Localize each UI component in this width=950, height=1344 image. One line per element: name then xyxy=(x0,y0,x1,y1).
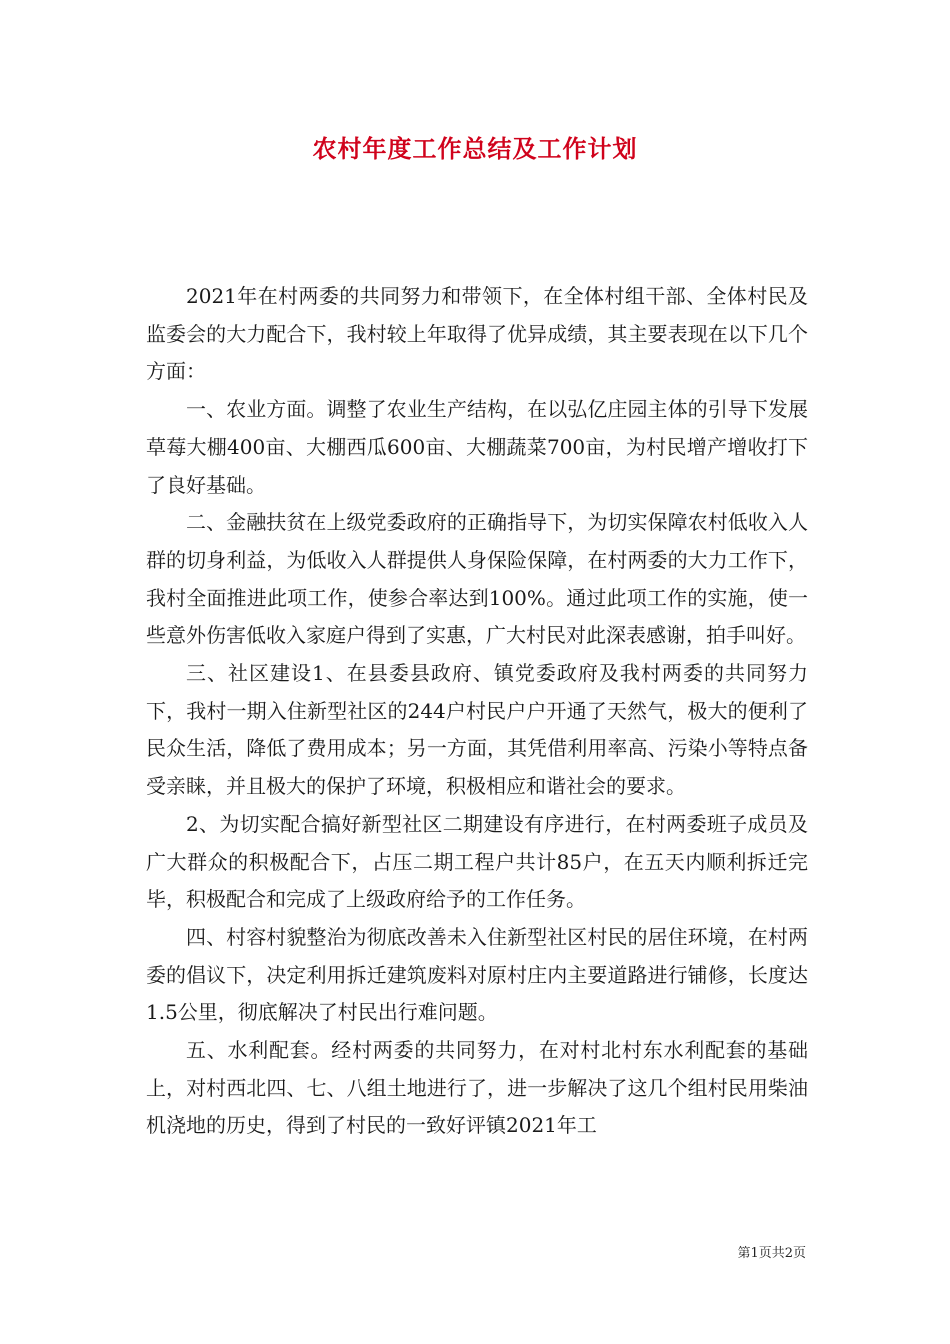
paragraph-village-appearance: 四、村容村貌整治为彻底改善未入住新型社区村民的居住环境，在村两委的倡议下，决定利用拆迁建筑废料对原村庄内主要道路进行铺修，长度达1.5公里，彻底解决了村民出行难问题。 xyxy=(146,924,808,1025)
document-title: 农村年度工作总结及工作计划 xyxy=(312,134,638,163)
document-body xyxy=(146,278,808,1145)
page-footer xyxy=(737,1246,806,1262)
paragraph-water: 五、水利配套。经村两委的共同努力，在对村北村东水利配套的基础上，对村西北四、七、八组土地进行了，进一步解决了这几个组村民用柴油机浇地的历史，得到了村民的一致好评镇2021年工 xyxy=(146,1038,808,1138)
paragraph-intro: 2021年在村两委的共同努力和带领下，在全体村组干部、全体村民及监委会的大力配合下，我村较上年取得了优异成绩，其主要表现在以下几个方面： xyxy=(146,284,808,384)
page-number-label: 第1页共2页 xyxy=(737,1246,806,1261)
paragraph-community: 三、社区建设1、在县委县政府、镇党委政府及我村两委的共同努力下，我村一期入住新型社区的244户村民户户开通了天然气，极大的便利了民众生活，降低了费用成本；另一方面，其凭借利用率高、污染小等特点备受亲睐，并且极大的保护了环境，积极相应和谐社会的要求。 xyxy=(146,661,808,799)
paragraph-community-2: 2、为切实配合搞好新型社区二期建设有序进行，在村两委班子成员及广大群众的积极配合下，占压二期工程户共计85户，在五天内顺利拆迁完毕，积极配合和完成了上级政府给予的工作任务。 xyxy=(146,811,808,912)
paragraph-finance: 二、金融扶贫在上级党委政府的正确指导下，为切实保障农村低收入人群的切身利益，为低收入人群提供人身保险保障，在村两委的大力工作下，我村全面推进此项工作，使参合率达到100%。通过此项工作的实施，使一些意外伤害低收入家庭户得到了实惠，广大村民对此深表感谢，拍手叫好。 xyxy=(146,510,808,648)
paragraph-agriculture: 一、农业方面。调整了农业生产结构，在以弘亿庄园主体的引导下发展草莓大棚400亩、大棚西瓜600亩、大棚蔬菜700亩，为村民增产增收打下了良好基础。 xyxy=(146,397,808,497)
